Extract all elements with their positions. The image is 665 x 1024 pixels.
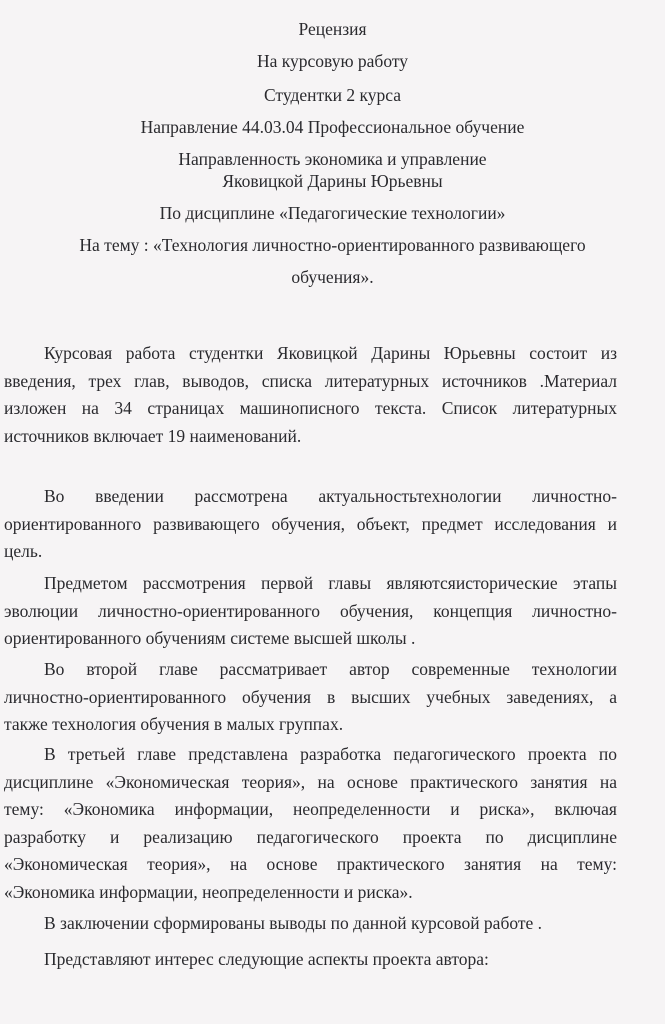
text-line: Во введении рассмотрена актуальностьтехнологии личностно- [44,486,617,506]
text-line: разработку и реализацию педагогического проекта по дисциплине [4,826,617,847]
text-line: тему: «Экономика информации, неопределенности и риска», включая [4,799,617,819]
discipline: По дисциплине «Педагогические технологии» [159,203,506,223]
student-course: Студентки 2 курса [263,85,402,105]
paragraph-intro [4,340,617,450]
topic-line-1: На тему : «Технология личностно-ориентированного развивающего [79,235,586,255]
paragraph-conclusion [4,910,617,938]
paragraph-aspects [4,946,617,974]
text-line: введения, трех глав, выводов, списка литературных источников .Материал [4,370,617,391]
paragraph-introduction-chapter [4,483,617,566]
work-type: На курсовую работу [256,51,409,71]
text-line: дисциплине «Экономическая теория», на основе практического занятия на [4,771,617,792]
paragraph-chapter-three [4,741,617,906]
text-line: Во второй главе рассматривает автор современные технологии [44,659,617,679]
review-title: Рецензия [298,19,367,39]
text-line: эволюции личностно-ориентированного обучения, концепция личностно- [4,600,617,621]
text-line: ориентированного обучениям системе высшей школы . [4,628,416,648]
text-line: Курсовая работа студентки Яковицкой Дарины Юрьевны состоит из [44,343,617,363]
text-line: «Экономика информации, неопределенности и риска». [4,881,413,902]
study-direction: Направление 44.03.04 Профессиональное обучение [140,117,525,137]
paragraph-chapter-two [4,656,617,739]
text-line: Представляют интерес следующие аспекты проекта автора: [44,949,489,969]
text-line: личностно-ориентированного обучения в высших учебных заведениях, а [4,686,617,707]
text-line: В третьей главе представлена разработка педагогического проекта по [44,744,617,764]
text-line: источников включает 19 наименований. [4,425,302,446]
text-line: также технология обучения в малых группах. [4,714,344,734]
text-line: В заключении сформированы выводы по данной курсовой работе . [44,913,543,933]
text-line: «Экономическая теория», на основе практического занятия на тему: [4,854,617,874]
text-line: Предметом рассмотрения первой главы являютсяисторические этапы [44,573,617,593]
text-line: изложен на 34 страницах машинописного текста. Список литературных [4,398,617,418]
study-focus: Направленность экономика и управление [178,149,487,169]
text-line: ориентированного развивающего обучения, объект, предмет исследования и [4,513,617,534]
topic-line-2: обучения». [291,267,374,287]
text-line: цель. [4,541,43,561]
student-name: Яковицкой Дарины Юрьевны [222,171,443,191]
paragraph-chapter-one [4,570,617,653]
